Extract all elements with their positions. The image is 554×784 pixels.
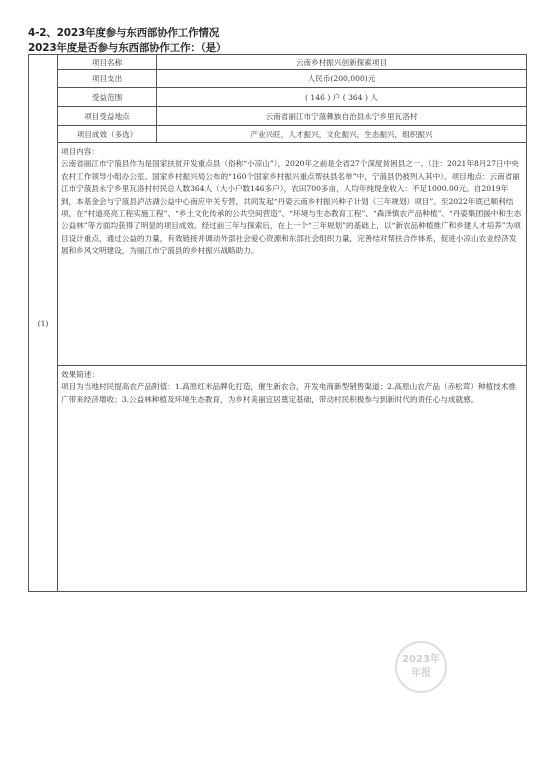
table-row xyxy=(29,126,527,143)
beneficiary-value: ( 146 ) 户 ( 364 ) 人 xyxy=(157,88,527,107)
category-label: 项目成效（多选） xyxy=(58,126,157,143)
content-title: 项目内容： xyxy=(61,147,99,156)
participation-line: 2023年度是否参与东西部协作工作：（是） xyxy=(28,42,227,54)
content-cell xyxy=(58,143,527,366)
watermark-line2: 年报 xyxy=(411,668,431,679)
project-expense-label: 项目支出 xyxy=(58,70,157,88)
section-heading: 4-2、2023年度参与东西部协作工作情况 xyxy=(28,27,219,39)
content-body: 云南省丽江市宁蒗县作为是国家扶贫开发重点县（俗称“小凉山”），2020年之前是全省27个深度贫困县之一。（注：2021年8月27日中央农村工作领导小组办公室、国家乡村振兴局公布的“160个国家乡村振兴重点帮扶县名单”中，宁蒗县仍被列入其中）。项目地点：云南省丽江市宁蒗县永宁乡里瓦洛村村民总人数364人（大小户数146多户），农田700多亩，人均年纯现金收入：不足1000.00元。自2019年到，本基金会与宁蒗县泸沽湖公益中心南应中关专营，共同发起“丹姿云南乡村振兴种子计划（三年规划）项目”。至2022年底已顺利结项，在“村道亮亮工程实施工程”、“乡土文化传承的公共空间营造”、“环境与生态教育工程”、“森泽慎农产品种植”、“丹姿集团援中和生态公益林”等方面均获得了明显的项目成效。经过前三年与探索后，在上一个“三年规划”的基础上，以“新农品种植推广和乡建人才培养”为项目设计重点，通过公益的力量，有效链接并调动外部社会爱心资源和东部社会组织力量，完善结对帮扶合作体系，促进小凉山农业经济发展和乡风文明建设，为丽江市宁蒗县的乡村振兴战略助力。 xyxy=(61,159,522,256)
location-value: 云南省丽江市宁蒗彝族自治县永宁乡里瓦洛村 xyxy=(157,107,527,126)
location-label: 项目受益地点 xyxy=(58,107,157,126)
project-table xyxy=(28,54,527,592)
beneficiary-label: 受益范围 xyxy=(58,88,157,107)
table-row xyxy=(29,143,527,366)
annual-report-watermark xyxy=(395,641,447,693)
table-row xyxy=(29,88,527,107)
project-name-label: 项目名称 xyxy=(58,55,157,70)
project-expense-value: 人民币(200,000)元 xyxy=(157,70,527,88)
effect-body: 项目为当地村民提高农产品附值：1.高原红米品牌化打造，催生新农合，开发电商新型销售渠道；2.高原山农产品（赤松茸）种植技术推广带来经济增收；3.公益林种植及环境生态教育，为乡村美丽宜居奠定基础，带动村民积极参与到新时代的责任心与成就感。 xyxy=(61,382,516,404)
category-value: 产业兴旺，人才振兴，文化振兴，生态振兴，组织振兴 xyxy=(157,126,527,143)
table-row xyxy=(29,70,527,88)
table-row xyxy=(29,55,527,70)
watermark-line1: 2023年 xyxy=(402,654,440,665)
row-index: (1) xyxy=(29,55,58,592)
table-row xyxy=(29,366,527,592)
table-row xyxy=(29,107,527,126)
project-name-value: 云南乡村振兴创新探索项目 xyxy=(157,55,527,70)
effect-title: 效果简述： xyxy=(61,370,99,379)
effect-cell xyxy=(58,366,527,592)
